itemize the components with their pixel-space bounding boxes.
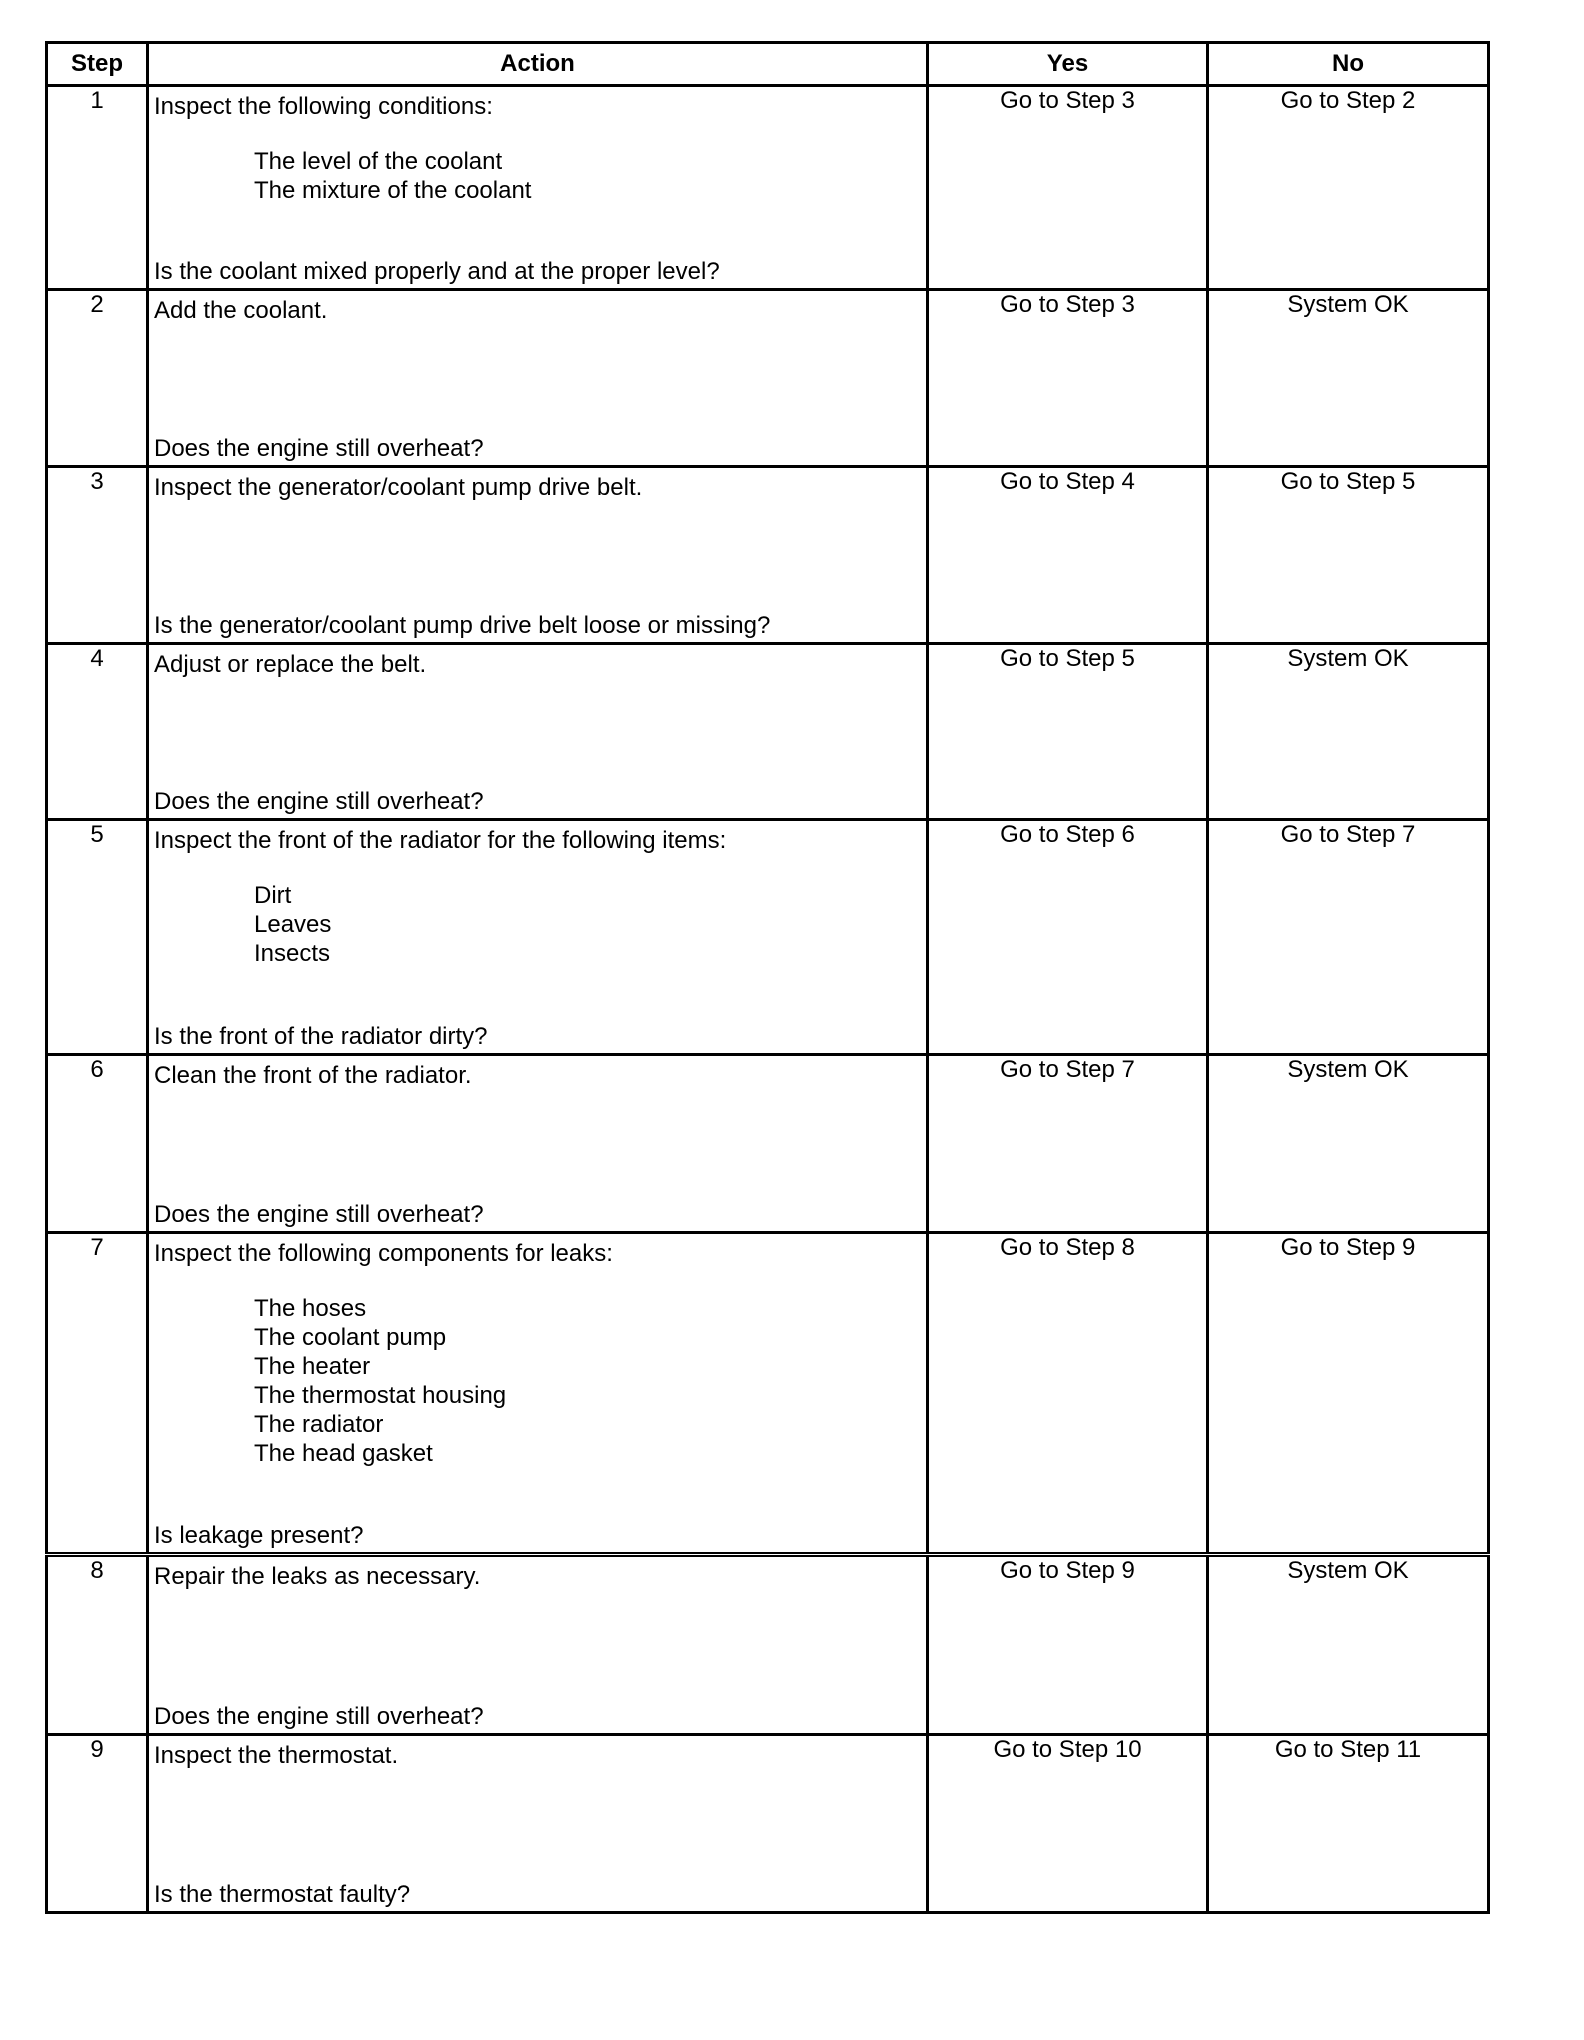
step-number: 2	[47, 290, 148, 467]
action-items	[254, 147, 531, 205]
action-question: Does the engine still overheat?	[154, 1703, 484, 1730]
step-number: 7	[47, 1233, 148, 1555]
action-intro: Inspect the following components for leaks:	[154, 1240, 613, 1267]
action-cell	[148, 1555, 928, 1735]
action-intro: Adjust or replace the belt.	[154, 651, 427, 678]
action-intro: Inspect the generator/coolant pump drive belt.	[154, 474, 643, 501]
yes-result: Go to Step 10	[928, 1735, 1208, 1913]
table-row	[47, 467, 1489, 644]
action-items	[254, 881, 331, 968]
header-row	[47, 43, 1489, 86]
table-row	[47, 290, 1489, 467]
step-number: 3	[47, 467, 148, 644]
action-question: Does the engine still overheat?	[154, 1201, 484, 1228]
table-row	[47, 1735, 1489, 1913]
no-result: System OK	[1208, 1055, 1489, 1233]
header-yes: Yes	[928, 43, 1208, 86]
header-step: Step	[47, 43, 148, 86]
header-no: No	[1208, 43, 1489, 86]
action-cell	[148, 644, 928, 820]
step-number: 9	[47, 1735, 148, 1913]
action-item: The head gasket	[254, 1440, 433, 1467]
action-intro: Repair the leaks as necessary.	[154, 1563, 481, 1590]
table-row	[47, 1233, 1489, 1555]
table-row	[47, 820, 1489, 1055]
yes-result: Go to Step 4	[928, 467, 1208, 644]
no-result: System OK	[1208, 1555, 1489, 1735]
action-item: The hoses	[254, 1295, 367, 1322]
action-intro: Inspect the thermostat.	[154, 1742, 399, 1769]
table-row	[47, 86, 1489, 290]
action-intro: Inspect the following conditions:	[154, 93, 493, 120]
table-row	[47, 1555, 1489, 1735]
yes-result: Go to Step 7	[928, 1055, 1208, 1233]
action-intro: Clean the front of the radiator.	[154, 1062, 472, 1089]
action-item: The level of the coolant	[254, 148, 503, 175]
diagnostic-table	[45, 41, 1490, 1914]
action-intro: Add the coolant.	[154, 297, 328, 324]
header-action: Action	[148, 43, 928, 86]
action-item: The thermostat housing	[254, 1382, 507, 1409]
no-result: Go to Step 2	[1208, 86, 1489, 290]
action-item: Dirt	[254, 882, 292, 909]
action-question: Is the generator/coolant pump drive belt loose or missing?	[154, 612, 771, 639]
action-intro: Inspect the front of the radiator for the following items:	[154, 827, 727, 854]
yes-result: Go to Step 8	[928, 1233, 1208, 1555]
table-row	[47, 1055, 1489, 1233]
no-result: Go to Step 7	[1208, 820, 1489, 1055]
yes-result: Go to Step 3	[928, 86, 1208, 290]
action-items	[254, 1294, 506, 1468]
no-result: Go to Step 11	[1208, 1735, 1489, 1913]
action-cell	[148, 467, 928, 644]
step-number: 6	[47, 1055, 148, 1233]
action-cell	[148, 1055, 928, 1233]
action-item: Leaves	[254, 911, 332, 938]
yes-result: Go to Step 5	[928, 644, 1208, 820]
action-question: Does the engine still overheat?	[154, 788, 484, 815]
action-item: Insects	[254, 940, 331, 967]
action-item: The mixture of the coolant	[254, 177, 532, 204]
action-question: Is leakage present?	[154, 1522, 364, 1549]
no-result: System OK	[1208, 290, 1489, 467]
step-number: 1	[47, 86, 148, 290]
no-result: System OK	[1208, 644, 1489, 820]
action-cell	[148, 820, 928, 1055]
action-cell	[148, 1735, 928, 1913]
no-result: Go to Step 5	[1208, 467, 1489, 644]
action-item: The radiator	[254, 1411, 384, 1438]
yes-result: Go to Step 6	[928, 820, 1208, 1055]
action-cell	[148, 290, 928, 467]
step-number: 5	[47, 820, 148, 1055]
action-item: The coolant pump	[254, 1324, 447, 1351]
no-result: Go to Step 9	[1208, 1233, 1489, 1555]
action-cell	[148, 1233, 928, 1555]
action-question: Is the front of the radiator dirty?	[154, 1023, 488, 1050]
step-number: 8	[47, 1555, 148, 1735]
action-cell	[148, 86, 928, 290]
yes-result: Go to Step 3	[928, 290, 1208, 467]
yes-result: Go to Step 9	[928, 1555, 1208, 1735]
action-question: Is the thermostat faulty?	[154, 1881, 411, 1908]
step-number: 4	[47, 644, 148, 820]
action-question: Is the coolant mixed properly and at the proper level?	[154, 258, 720, 285]
action-item: The heater	[254, 1353, 371, 1380]
table-row	[47, 644, 1489, 820]
action-question: Does the engine still overheat?	[154, 435, 484, 462]
